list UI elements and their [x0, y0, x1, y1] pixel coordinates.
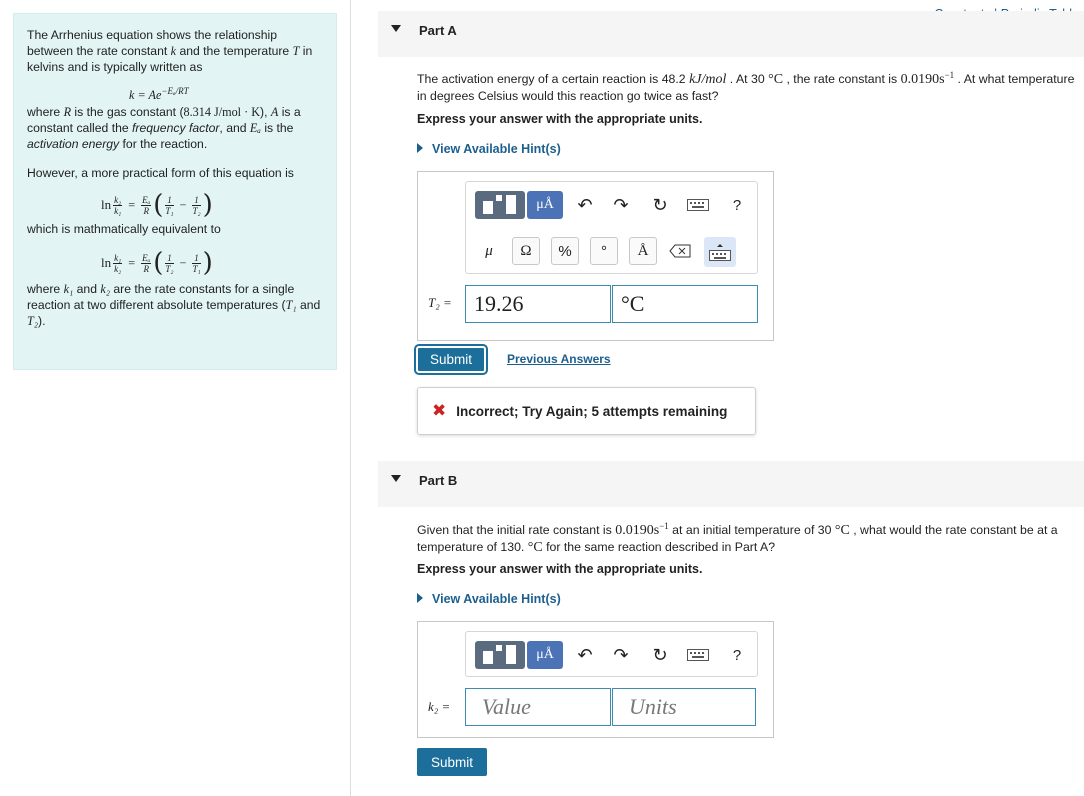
units-input[interactable]: Units	[612, 688, 756, 726]
reset-icon[interactable]: ↻	[652, 644, 668, 665]
part-a-math-toolbar	[465, 181, 758, 274]
column-divider	[350, 0, 351, 796]
angstrom-button[interactable]: Å	[629, 237, 657, 265]
reset-icon[interactable]: ↻	[652, 194, 668, 215]
part-b-hint-link[interactable]: View Available Hint(s)	[417, 592, 561, 606]
info-panel	[13, 13, 337, 370]
percent-button[interactable]: %	[551, 237, 579, 265]
undo-icon[interactable]: ↶	[577, 194, 593, 215]
undo-icon[interactable]: ↶	[577, 644, 593, 665]
part-a-instruction: Express your answer with the appropriate units.	[417, 112, 703, 126]
expand-arrow-icon	[417, 143, 423, 153]
help-button[interactable]: ?	[732, 646, 742, 664]
omega-button[interactable]: Ω	[512, 237, 540, 265]
backspace-icon[interactable]	[667, 241, 693, 261]
keyboard-icon[interactable]	[686, 197, 710, 213]
part-a-submit-button[interactable]: Submit	[417, 347, 485, 372]
keyboard-toggle-icon[interactable]	[704, 237, 736, 267]
part-b-question: Given that the initial rate constant is $0.0190s^{-1}$ at an initial temperature of 30 °C , what would the rate constant be at a temperature of 130. °C for the same reaction described in Part A?	[417, 521, 1058, 556]
help-button[interactable]: ?	[732, 196, 742, 214]
feedback-text: Incorrect; Try Again; 5 attempts remaining	[456, 403, 728, 419]
part-a-label: Part A	[419, 23, 457, 38]
keyboard-icon[interactable]	[686, 647, 710, 663]
part-a-header[interactable]	[378, 11, 1084, 57]
part-b-math-toolbar	[465, 631, 758, 677]
part-b-instruction: Express your answer with the appropriate units.	[417, 562, 703, 576]
units-input[interactable]: °C	[612, 285, 758, 323]
where-text: where R is the gas constant (8.314 J/mol · K), A is a constant called the frequency factor, and Eₐ is the activation energy for the reaction.	[27, 105, 301, 152]
value-input[interactable]: Value	[465, 688, 611, 726]
part-b-header[interactable]	[378, 461, 1084, 507]
feedback-box	[417, 387, 756, 435]
intro-text: The Arrhenius equation shows the relationship between the rate constant k and the temperature T in kelvins and is typically written as	[27, 28, 313, 74]
part-b-label: Part B	[419, 473, 458, 488]
part-a-question: The activation energy of a certain reaction is 48.2 kJ/mol . At 30 °C , the rate constant is $0.0190s^{-1}$ . At what temperature in degrees Celsius would this reaction go twice as fast?	[417, 70, 1075, 104]
collapse-triangle-icon[interactable]	[391, 475, 401, 482]
t2-label: T₂ =	[428, 295, 452, 310]
units-mu-a-button[interactable]: μÅ	[527, 641, 563, 669]
redo-icon[interactable]: ↷	[613, 644, 629, 665]
mu-button[interactable]: μ	[485, 242, 493, 259]
redo-icon[interactable]: ↷	[613, 194, 629, 215]
last-text: where k₁ and k₂ are the rate constants for a single reaction at two different absolute temperatures (T₁ and T₂).	[27, 282, 321, 329]
practical-text: However, a more practical form of this equation is	[27, 166, 294, 181]
collapse-triangle-icon[interactable]	[391, 25, 401, 32]
template-icon[interactable]	[475, 191, 525, 219]
incorrect-x-icon: ✖	[432, 401, 447, 420]
equation-1: ln $\frac{\text{k₂}}{\text{k₁}}$ = $\frac{\text{Eₐ}}{R}$ ( $\frac{1}{\text{T₁}}$ − $\frac{1}{\text{T₂}}$ )	[101, 190, 213, 221]
units-mu-a-button[interactable]: μÅ	[527, 191, 563, 219]
value-input[interactable]: 19.26	[465, 285, 611, 323]
equivalent-text: which is mathmatically equivalent to	[27, 222, 221, 237]
expand-arrow-icon	[417, 593, 423, 603]
template-icon[interactable]	[475, 641, 525, 669]
part-b-submit-button[interactable]: Submit	[417, 748, 487, 776]
k2-label: k₂ =	[428, 699, 451, 714]
arrhenius-equation: $k = Ae^{-E_a/RT}$	[129, 86, 189, 103]
previous-answers-link[interactable]: Previous Answers	[507, 352, 611, 366]
degree-button[interactable]: °	[590, 237, 618, 265]
part-a-hint-link[interactable]: View Available Hint(s)	[417, 142, 561, 156]
equation-2: ln $\frac{\text{k₁}}{\text{k₂}}$ = $\frac{\text{Eₐ}}{R}$ ( $\frac{1}{\text{T₂}}$ − $\frac{1}{\text{T₁}}$ )	[101, 248, 213, 279]
